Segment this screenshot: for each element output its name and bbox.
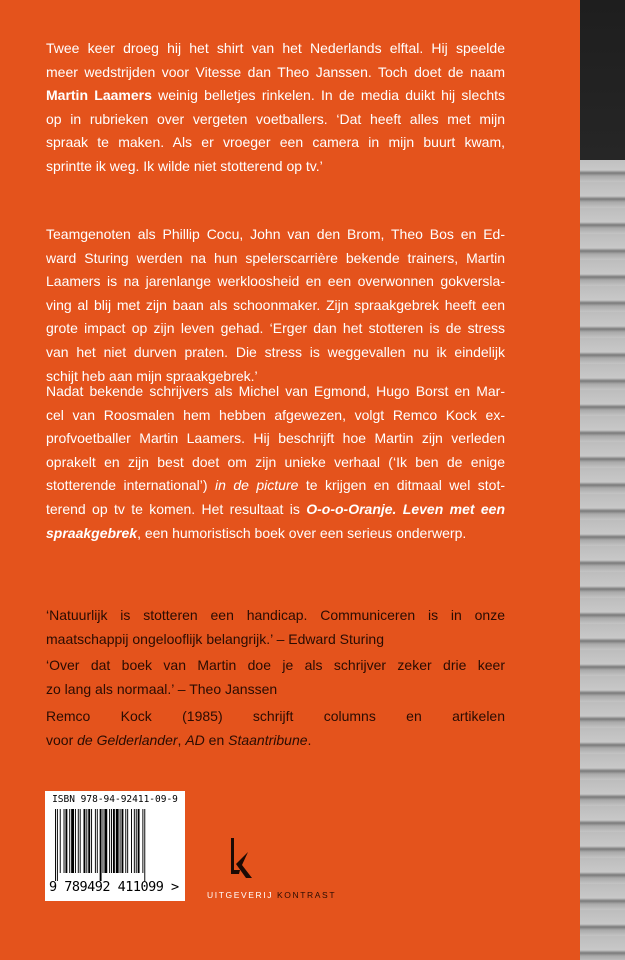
text-line <box>46 223 505 247</box>
barcode-bar <box>127 809 128 873</box>
text-run: grote impact op zijn leven gehad. ‘Erger dan het stotteren is de stress <box>46 320 505 337</box>
barcode-bar <box>122 809 124 873</box>
text-run: spraakgebrek <box>46 524 138 541</box>
barcode-bar <box>71 809 74 873</box>
text-run: voor <box>46 731 78 748</box>
blurb-paragraph-1 <box>46 37 505 179</box>
text-run: te krijgen en ditmaal wel stot- <box>298 477 505 494</box>
text-run: en <box>204 731 229 748</box>
text-run: Nadat bekende schrijvers als Michel van Egmond, Hugo Borst en Mar- <box>46 383 505 399</box>
quote-edward-sturing <box>46 604 505 651</box>
text-run: meer wedstrijden voor Vitesse dan Theo Janssen. Toch doet de naam <box>46 63 505 80</box>
text-run: Twee keer droeg hij het shirt van het Nederlands elftal. Hij speelde <box>46 40 505 56</box>
text-line <box>46 270 505 294</box>
blurb-paragraph-2 <box>46 223 505 388</box>
barcode-bar <box>144 809 145 881</box>
text-run: AD <box>185 731 205 748</box>
text-run: stotterende international’) <box>46 477 216 494</box>
text-line <box>46 522 505 546</box>
text-run: Staantribune <box>228 731 308 748</box>
text-run: ving al blij met zijn baan als schoonmaker. Zijn spraakgebrek heeft een <box>46 296 505 313</box>
text-line <box>46 474 505 498</box>
barcode-bar <box>138 809 140 873</box>
barcode-bar <box>84 809 86 873</box>
text-line <box>46 678 505 702</box>
barcode-bar <box>136 809 137 873</box>
text-run: weinig belletjes rinkelen. In de media duikt hij slechts <box>151 87 505 104</box>
author-bio <box>46 705 505 752</box>
text-run: O-o-o-Oranje. Leven met een <box>306 500 505 517</box>
text-run: spraak te maken. Als er vroeger een camera in mijn buurt kwam, <box>46 134 505 151</box>
text-run: Martin Laamers <box>46 87 152 104</box>
text-line <box>46 341 505 365</box>
barcode-bar <box>64 809 65 873</box>
publisher-name: UITGEVERIJ KONTRAST <box>207 890 337 900</box>
barcode-bar <box>125 809 126 873</box>
barcode-bar <box>60 809 61 873</box>
text-line <box>46 131 505 155</box>
text-line <box>46 404 505 428</box>
barcode-bar <box>86 809 87 873</box>
barcode-bar <box>65 809 67 873</box>
text-run: de Gelderlander <box>77 731 178 748</box>
text-run: maatschappij ongelooflijk belangrijk.’ – Edward Sturing <box>46 630 385 647</box>
text-run: sprintte ik weg. Ik wilde niet stotterend op tv.’ <box>46 157 323 174</box>
barcode-bar <box>91 809 92 873</box>
text-line <box>46 729 505 753</box>
barcode-bar <box>109 809 110 873</box>
text-line <box>46 654 505 678</box>
barcode-bar <box>113 809 115 873</box>
text-line <box>46 451 505 475</box>
text-run: van het niet durven praten. Die stress is weggevallen nu ik eindelijk <box>46 343 505 360</box>
barcode-bar <box>97 809 98 873</box>
cover-photo-edge <box>580 0 625 960</box>
text-run: op in rubrieken over vergeten voetballers. ‘Dat heeft alles met mijn <box>46 110 505 127</box>
text-run: ‘Over dat boek van Martin doe je als schrijver zeker drie keer <box>46 657 505 673</box>
text-run: Remco Kock (1985) schrijft columns en artikelen <box>46 708 505 724</box>
barcode-bars <box>55 809 177 881</box>
text-line <box>46 61 505 85</box>
barcode-bar <box>100 809 102 881</box>
barcode-bar <box>116 809 119 873</box>
barcode-bar <box>134 809 135 873</box>
barcode-bar <box>55 809 56 881</box>
text-line <box>46 108 505 132</box>
isbn-label: ISBN 978-94-92411-09-9 <box>52 794 178 805</box>
text-line <box>46 380 505 404</box>
text-line <box>46 294 505 318</box>
text-run: in de picture <box>215 477 299 494</box>
text-run: ‘Natuurlijk is stotteren een handicap. Communiceren is in onze <box>46 607 505 623</box>
quote-theo-janssen <box>46 654 505 701</box>
barcode-bar <box>88 809 90 873</box>
text-run: schijt heb aan mijn spraakgebrek.’ <box>46 367 258 384</box>
barcode-digits: 9 789492 411099 > <box>49 879 179 895</box>
barcode-bar <box>78 809 79 873</box>
barcode-bar <box>104 809 107 873</box>
text-line <box>46 155 505 179</box>
text-line <box>46 604 505 628</box>
barcode-bar <box>111 809 112 873</box>
text-run: . <box>307 731 312 748</box>
text-line <box>46 427 505 451</box>
text-line <box>46 628 505 652</box>
text-run: , <box>177 731 186 748</box>
text-line <box>46 317 505 341</box>
blurb-paragraph-3 <box>46 380 505 545</box>
isbn-barcode <box>45 791 185 901</box>
barcode-bar <box>142 809 143 873</box>
text-line <box>46 705 505 729</box>
text-run: cel van Roosmalen hem hebben afgewezen, volgt Remco Kock ex- <box>46 406 505 423</box>
barcode-bar <box>69 809 70 873</box>
text-run: Teamgenoten als Phillip Cocu, John van den Brom, Theo Bos en Ed- <box>46 226 505 242</box>
barcode-bar <box>75 809 76 873</box>
barcode-bar <box>103 809 104 873</box>
text-run: terend op tv te komen. Het resultaat is <box>46 500 307 517</box>
text-line <box>46 84 505 108</box>
text-line <box>46 498 505 522</box>
text-run: oprakelt en zijn best doet om zijn unieke verhaal (‘Ik ben de enige <box>46 453 505 470</box>
text-run: , een humoristisch boek over een serieus onderwerp. <box>137 524 467 541</box>
barcode-bar <box>131 809 132 873</box>
barcode-bar <box>80 809 81 873</box>
text-run: profvoetballer Martin Laamers. Hij beschrijft hoe Martin zijn verleden <box>46 430 505 447</box>
kontrast-logo-icon <box>228 838 254 878</box>
text-run: Laamers is na jarenlange werkloosheid en een overwonnen gokversla- <box>46 273 505 290</box>
barcode-bar <box>120 809 121 873</box>
text-run: zo lang als normaal.’ – Theo Janssen <box>46 680 278 697</box>
text-line <box>46 37 505 61</box>
barcode-bar <box>57 809 58 881</box>
barcode-bar <box>95 809 96 873</box>
text-line <box>46 247 505 271</box>
text-run: ward Sturing werden na hun spelerscarrière bekende trainers, Martin <box>46 249 505 266</box>
